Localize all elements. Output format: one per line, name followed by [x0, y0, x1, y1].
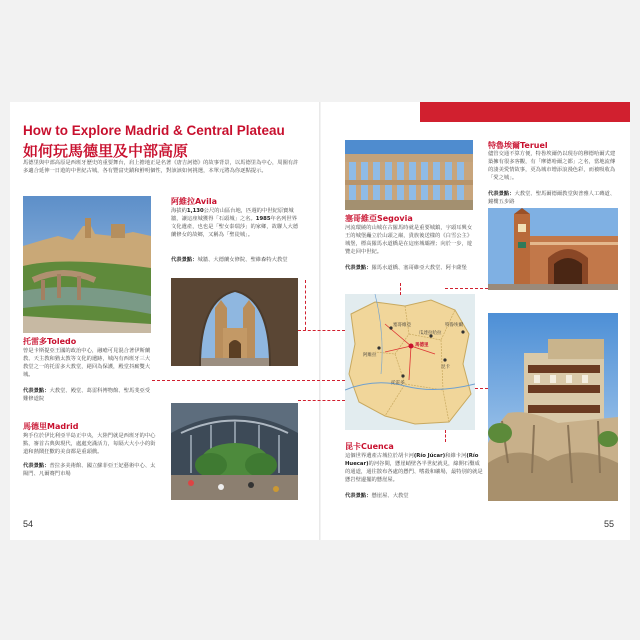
teruel-photo [488, 208, 618, 290]
connector-cuenca-photo [475, 388, 488, 389]
teruel-rep-value: 大教堂、聖馬爾德爾教堂與普雅人工磚道、鐘樓五步路 [488, 191, 616, 205]
page-number-right: 55 [604, 519, 615, 529]
connector-segovia-vertical [400, 283, 401, 295]
cuenca-text [345, 452, 485, 484]
madrid-photo [171, 403, 298, 500]
map-label-guadalajara: 瓜達拉哈拉 [419, 331, 442, 336]
avila-text-start: 海拔約 [171, 208, 187, 214]
book-gutter [319, 102, 321, 540]
segovia-rep-label: 代表景點： [345, 265, 372, 271]
segovia-rep-value: 羅馬水道橋、塞哥維亞大教堂、阿卡薩堡 [371, 265, 467, 271]
title-english: How to Explore Madrid & Central Plateau [23, 123, 285, 138]
segovia-title: 塞哥維亞Segovia [345, 214, 413, 223]
connector-avila-map [298, 330, 345, 331]
segovia-text: 河流環繞的山城在古羅馬時就是重要城鎮，宇頭耳興女王的城堡矗立於山頭之巔，貴族後送樣的《白雪公主》城堡，標高羅馬水道橋是在這座城壩裡；向於一步，遊覽走回中世紀。 [345, 225, 473, 255]
madrid-title: 馬德里Madrid [23, 422, 79, 431]
teruel-representative [488, 190, 616, 206]
avila-rep-label: 代表景點： [171, 257, 198, 263]
toledo-title: 托雷多Toledo [23, 337, 77, 346]
map-label-teruel: 特魯埃爾 [445, 323, 463, 328]
cuenca-river-jucar: (Río Júcar) [413, 453, 446, 459]
toledo-rep-label: 代表景點： [23, 388, 50, 394]
madrid-rep-value: 普拉多美術館、國立蘇菲亞王妃藝術中心、太陽門、凡爾賽門市場 [23, 463, 156, 477]
cuenca-text-start: 這個世界遺產古城位於胡卡河 [345, 453, 414, 459]
cuenca-rep-label: 代表景點： [345, 493, 372, 499]
cuenca-rep-value: 懸崖屋、大教堂 [371, 493, 409, 499]
segovia-photo [345, 140, 473, 210]
toledo-representative [23, 387, 155, 403]
connector-teruel-map [445, 288, 488, 289]
avila-rep-value: 城牆、大德蘭女修院、聖維森特大教堂 [197, 257, 288, 263]
header-red-bar [420, 102, 630, 122]
madrid-rep-label: 代表景點： [23, 463, 50, 469]
connector-toledo-map [152, 380, 345, 381]
avila-elevation: 1,130 [186, 208, 204, 214]
avila-text [171, 207, 299, 239]
avila-title: 阿維拉Avila [171, 197, 218, 206]
avila-year: 1985 [255, 216, 271, 222]
map-label-segovia: 塞哥維亞 [393, 323, 411, 328]
connector-cuenca-vertical [445, 430, 446, 442]
cuenca-text-end: 的河谷間，懸崖峭壁各半世紀就見，綠開石鑿成的通道，通往散布各處的懸門、嗜殺和礦場，最特別的就是懸岩壁邊擺的懸崖屋。 [345, 461, 483, 483]
page-number-left: 54 [23, 519, 34, 529]
toledo-photo [23, 196, 151, 333]
title-chinese: 如何玩馬德里及中部高原 [23, 142, 189, 160]
cuenca-representative [345, 492, 485, 500]
toledo-text: 曾是卡斯提亞王國的政治中心，融嗆可見混合著伊斯蘭教、天主教和猶太教等文化的遺跡，城內有西班牙三大教堂之一的托雷多大教堂，絕回為保護，殿堂抖廝雙大城。 [23, 348, 151, 378]
cuenca-title: 昆卡Cuenca [345, 442, 394, 451]
map-label-toledo: 托雷多 [391, 381, 405, 386]
map-label-avila: 阿維拉 [363, 353, 377, 358]
cuenca-river-huecar: (Río Huecar) [345, 453, 479, 467]
madrid-text: 夠手位於伊比利亞半島正中央，大陸門就是西班牙的中心點，審首古典與現代，處處充滿活力，每隔大大小小的街道和熱鬧狂歡的美食都是重頭戲。 [23, 433, 156, 455]
teruel-text: 儘管交通不算方便，特魯埃爾仍以現存的穆德哈爾式建築擁有很多客觀，有「摩德哈爾之都」之名，當地流傳的淒美愛情故事，更為城市增添浪漫色彩，而被吸收為「愛之城」。 [488, 151, 616, 181]
avila-text-middle: 公尺的山區台地，匹週的中世紀原寶城牆，讓這座城獲得「石頭城」之名。 [171, 208, 294, 222]
map-label-cuenca: 昆卡 [441, 365, 450, 370]
region-map [345, 294, 475, 430]
connector-madrid-map [298, 400, 345, 401]
avila-text-end: 年名列世界文化遺產，也也是「聖女泰瑞莎」的家鄉，故聯人大德蘭修女的故鄉，又稱為「聖徒城」。 [171, 216, 299, 238]
intro-paragraph: 馬德里與中部高原是西班牙歷史的重要舞台，肩上擔地正是名著《唐吉訶德》的故事背景，以馬德里為中心，周圍有許多適合延伸一日遊的中世紀古城，各有豐富史蹟和鮮明個性，對該該如何挑選，本單元將為你逐點提示。 [23, 160, 299, 174]
map-label-madrid: 馬德里 [415, 343, 429, 348]
avila-representative [171, 256, 299, 264]
madrid-representative [23, 462, 159, 478]
teruel-rep-label: 代表景點： [488, 191, 515, 197]
cuenca-text-middle: 和維卡河 [445, 453, 467, 459]
avila-photo [171, 278, 298, 366]
teruel-title: 特魯埃爾Teruel [488, 141, 548, 150]
toledo-rep-value: 大教堂、殿堂、葛雷科博物館、聖馬斐亞受難修道院 [23, 388, 151, 402]
segovia-representative [345, 264, 475, 272]
cuenca-photo [488, 313, 618, 501]
connector-avila-vertical [305, 280, 306, 330]
